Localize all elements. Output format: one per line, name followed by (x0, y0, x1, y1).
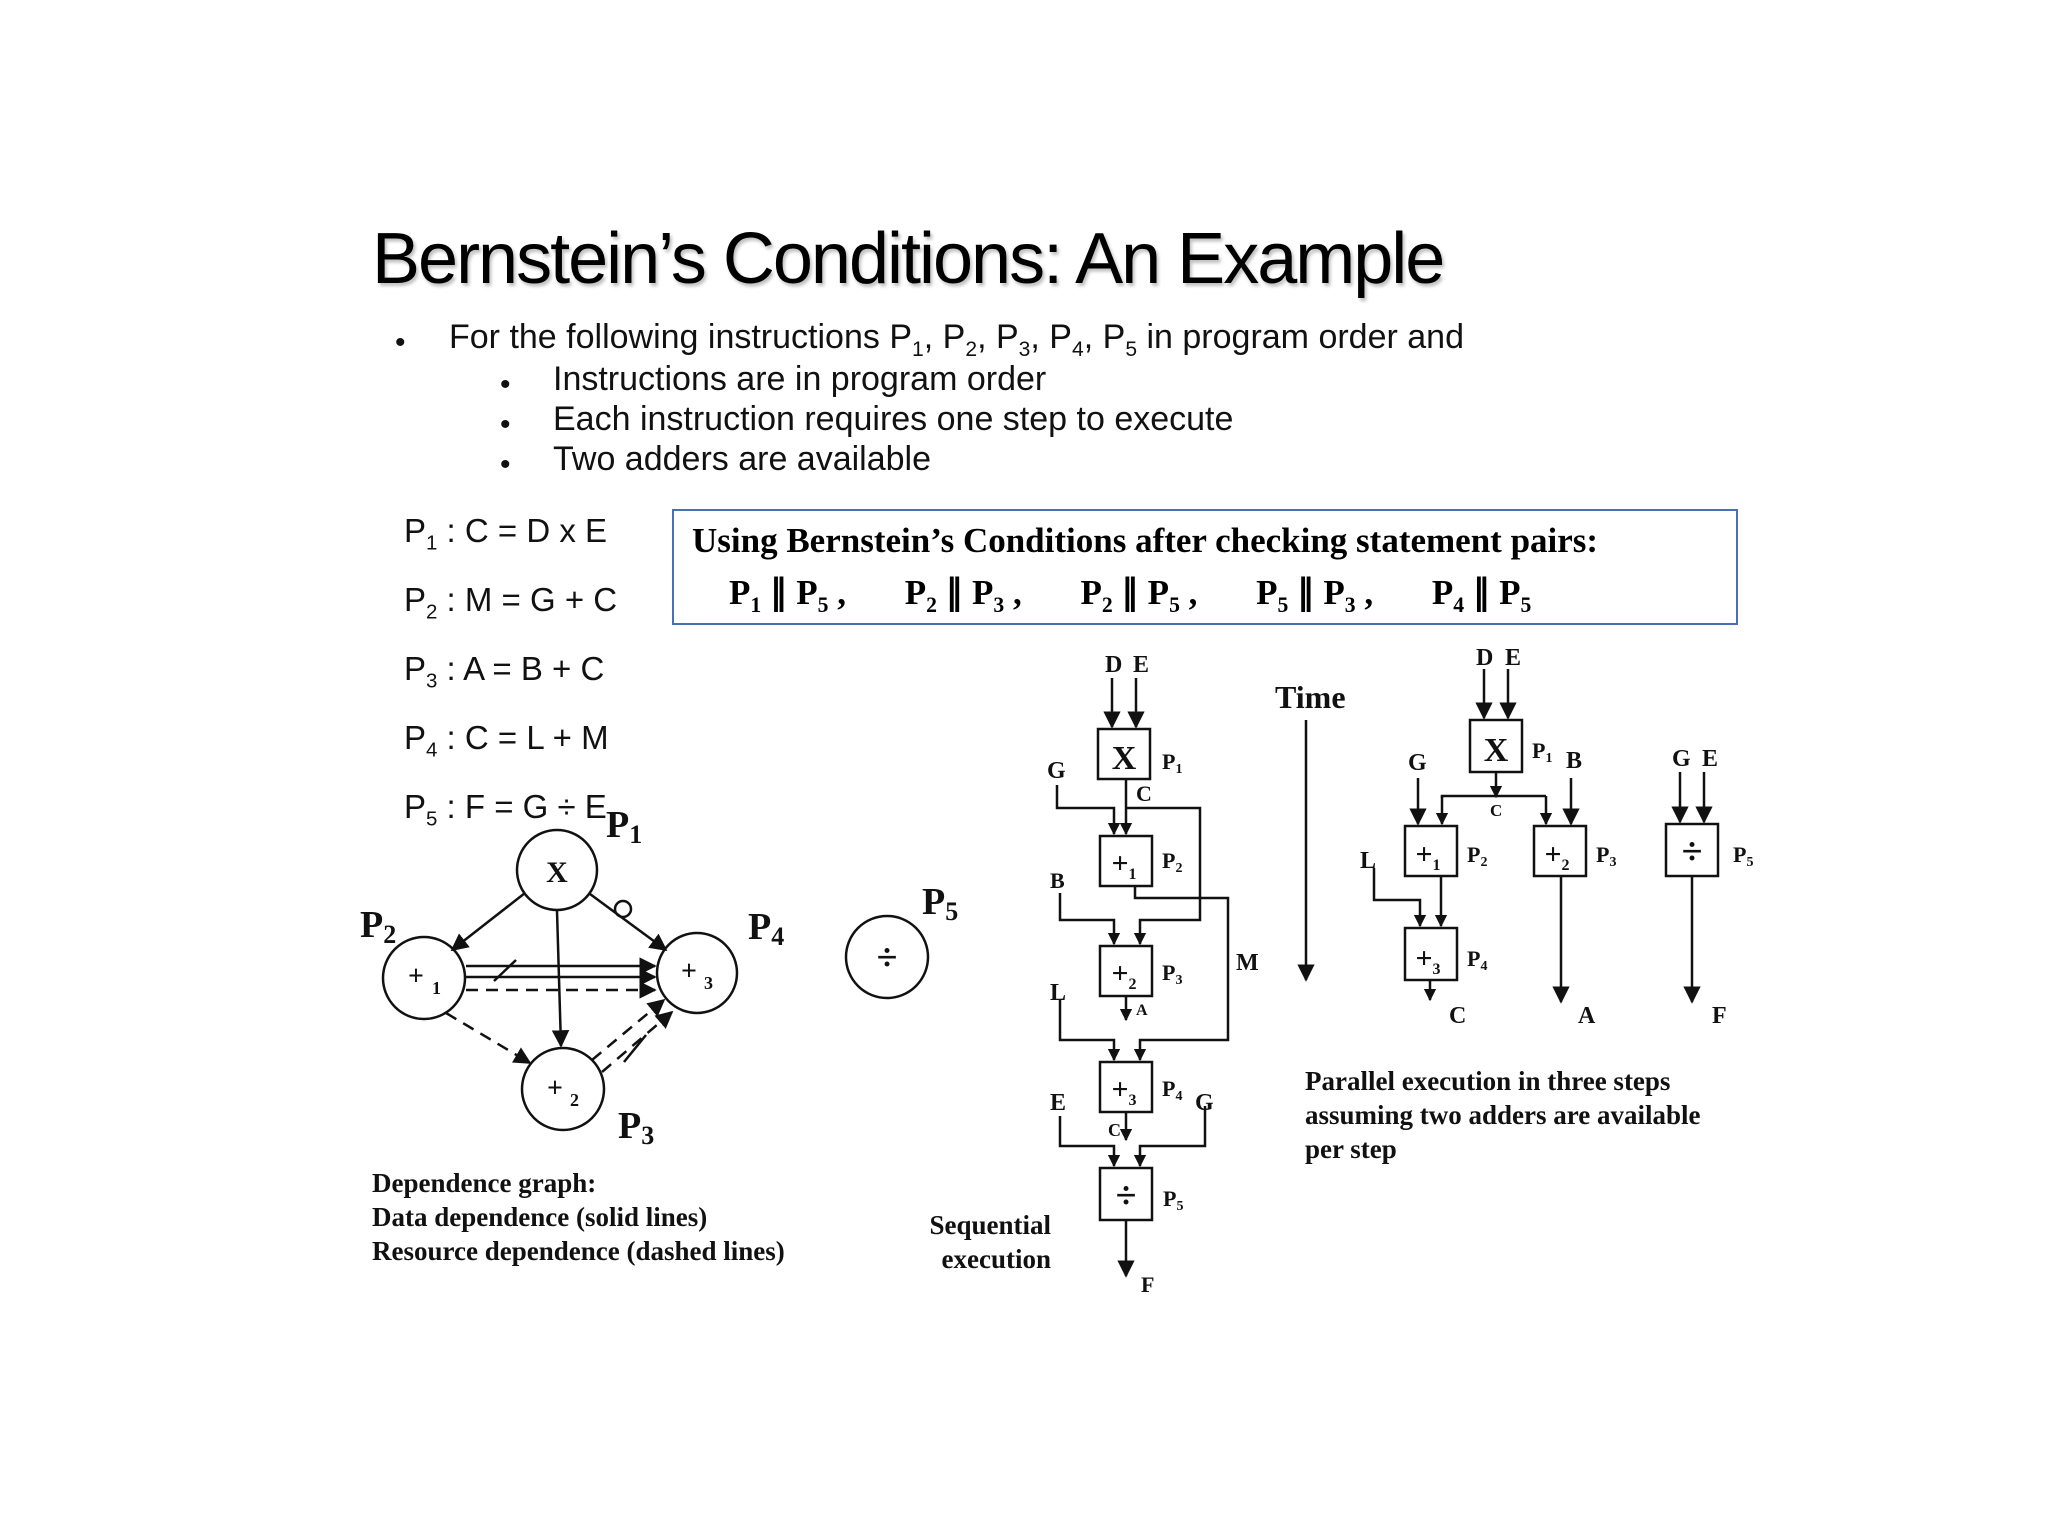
seq-op-x: X (1111, 740, 1137, 777)
seq-add3: $+_3$ (1111, 1073, 1137, 1109)
pair-2-5: $P_2$ ∥ $P_5$ , (1080, 573, 1198, 617)
par-out-c: C (1449, 1003, 1467, 1029)
seq-label-p1: P1 (1162, 749, 1183, 777)
antidep-marker (615, 901, 631, 917)
instruction-p1: $P_1$ : C = D x E (404, 512, 608, 555)
seq-in-g2: G (1195, 1090, 1214, 1116)
seq-add2: $+_2$ (1111, 957, 1137, 993)
par-c: C (1490, 801, 1503, 820)
bullet-instr: $P_1$ (889, 318, 924, 361)
node-p5-symbol: ÷ (876, 937, 898, 979)
parallel-text (1360, 645, 1753, 1029)
seq-in-e: E (1133, 652, 1150, 678)
sequential-diagram (1057, 678, 1228, 1276)
label-p1: P1 (606, 804, 643, 849)
seq-label-p2: P2 (1162, 848, 1183, 876)
par-in-e2: E (1702, 746, 1719, 772)
seq-div: ÷ (1115, 1175, 1137, 1217)
edge-p1-p2 (452, 893, 525, 950)
seq-in-e2: E (1050, 1090, 1067, 1116)
par-in-b: B (1566, 748, 1583, 774)
sub-bullet-3: Two adders are available (553, 440, 932, 478)
node-p4 (657, 933, 737, 1013)
seq-in-b: B (1050, 868, 1065, 893)
par-in-d: D (1476, 645, 1494, 671)
pair-2-3: $P_2$ ∥ $P_3$ , (904, 573, 1022, 617)
instruction-p4: $P_4$ : C = L + M (404, 719, 609, 762)
bullet-main: For the following instructions $P_1$, $P_2$, $P_3$, $P_4$, $P_5$ in program order and (449, 318, 1464, 361)
label-p3: P3 (618, 1105, 655, 1150)
par-add3: $+_3$ (1415, 942, 1441, 978)
label-p5: P5 (922, 881, 959, 926)
instruction-p2: $P_2$ : M = G + C (404, 581, 618, 624)
seq-in-l: L (1050, 980, 1067, 1006)
bullet-dot: • (500, 408, 511, 441)
node-p4-sub: 3 (704, 973, 713, 993)
label-p4: P4 (748, 906, 785, 951)
par-add1: $+_1$ (1415, 838, 1441, 874)
seq-label-p5: P5 (1163, 1186, 1184, 1214)
par-label-p1: P1 (1532, 738, 1553, 766)
node-p1-symbol: X (546, 856, 568, 889)
seq-label-p4: P4 (1162, 1076, 1183, 1104)
dependence-graph (383, 830, 928, 1130)
seq-in-g1: G (1047, 758, 1066, 784)
instruction-p3: $P_3$ : A = B + C (404, 650, 605, 693)
par-label-p2: P2 (1467, 842, 1488, 870)
bullet-instr: $P_4$ (1049, 318, 1084, 361)
seq-out-a: A (1136, 1002, 1148, 1019)
bullet-instr: $P_2$ (942, 318, 978, 361)
seq-m: M (1236, 950, 1259, 976)
node-p3-sub: 2 (570, 1090, 579, 1110)
node-p3-symbol: + (547, 1073, 563, 1104)
par-in-g: G (1408, 750, 1427, 776)
seq-add1: $+_1$ (1111, 847, 1137, 883)
bullet-instr: $P_5$ (1102, 318, 1138, 361)
par-label-p3: P3 (1596, 842, 1617, 870)
sub-bullet-1: Instructions are in program order (553, 360, 1047, 398)
seq-out-f: F (1141, 1272, 1155, 1297)
par-add2: $+_2$ (1544, 838, 1570, 874)
pair-4-5: $P_4$ ∥ $P_5$ (1431, 573, 1532, 617)
dependence-graph-caption: Dependence graph: Data dependence (solid lines) Resource dependence (dashed lines) (372, 1168, 785, 1266)
par-div: ÷ (1681, 831, 1703, 873)
sequential-caption: Sequential execution (929, 1210, 1051, 1274)
par-in-g2: G (1672, 746, 1691, 772)
par-op-x: X (1483, 732, 1509, 769)
node-p4-symbol: + (681, 956, 697, 987)
conditions-title: Using Bernstein’s Conditions after checking statement pairs: (692, 521, 1599, 560)
resource-p2-p3 (446, 1013, 530, 1063)
resource-tick (624, 1035, 646, 1062)
instruction-p5: $P_5$ : F = G ÷ E (404, 788, 607, 831)
par-label-p4: P4 (1467, 946, 1488, 974)
parallel-caption: Parallel execution in three steps assuming two adders are available per step (1305, 1066, 1701, 1164)
time-label: Time (1275, 679, 1346, 715)
par-out-a: A (1578, 1003, 1596, 1029)
bullet-dot: • (500, 448, 511, 481)
bullet-dot: • (395, 326, 406, 359)
pair-5-3: $P_5$ ∥ $P_3$ , (1256, 573, 1374, 617)
node-p2-symbol: + (408, 961, 424, 992)
seq-label-p3: P3 (1162, 960, 1183, 988)
seq-c2: C (1108, 1120, 1121, 1140)
seq-in-d: D (1105, 652, 1123, 678)
bullet-instr: $P_3$ (995, 318, 1031, 361)
seq-c1: C (1136, 781, 1152, 806)
par-in-l: L (1360, 848, 1377, 874)
node-p3 (522, 1048, 604, 1130)
resource-p3-p4-a (592, 1000, 664, 1060)
pair-1-5: $P_1$ ∥ $P_5$ , (729, 573, 846, 617)
par-label-p5: P5 (1733, 842, 1754, 870)
edge-p1-p3 (557, 911, 561, 1046)
dependence-graph-text (360, 804, 958, 1150)
sub-bullet-2: Each instruction requires one step to execute (553, 400, 1234, 438)
par-in-e: E (1505, 645, 1522, 671)
bullet-dot: • (500, 368, 511, 401)
label-p2: P2 (360, 904, 397, 949)
node-p2-sub: 1 (432, 978, 441, 998)
par-out-f: F (1712, 1003, 1727, 1029)
slide-title: Bernstein’s Conditions: An Example (372, 219, 1444, 299)
